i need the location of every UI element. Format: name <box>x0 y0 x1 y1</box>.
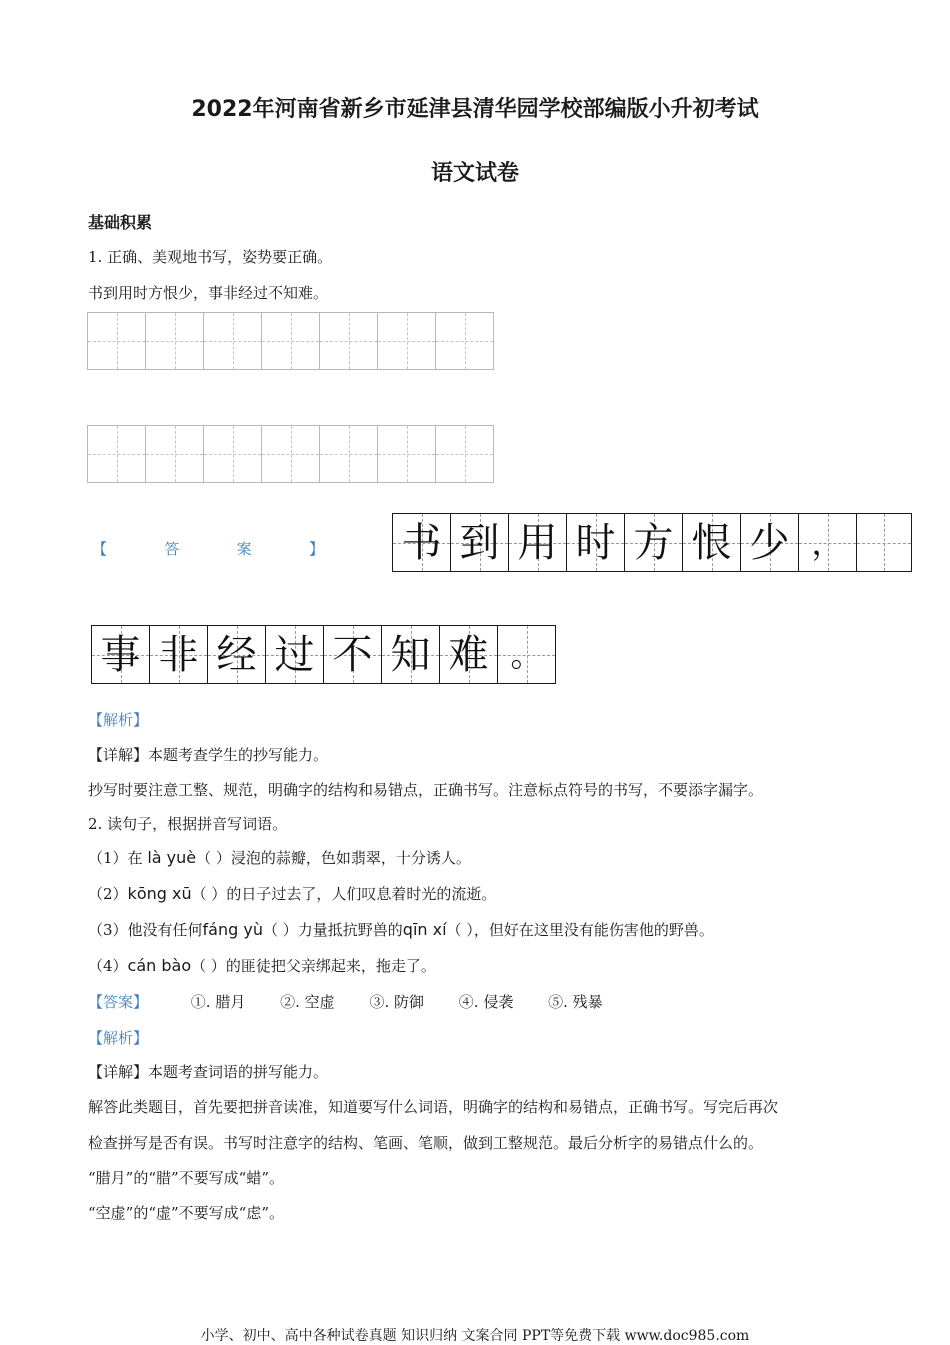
answer-item: ⑤. 残暴 <box>548 993 603 1011</box>
section-heading: 基础积累 <box>88 213 153 232</box>
q1-detail: 【详解】本题考查学生的抄写能力。 <box>88 746 329 764</box>
q1-detail-text: 抄写时要注意工整、规范，明确字的结构和易错点，正确书写。注意标点符号的书写，不要添字漏字。 <box>88 781 764 799</box>
writing-grid-row-1[interactable] <box>87 312 494 370</box>
answer-item: ②. 空虚 <box>280 993 335 1011</box>
answer-char <box>857 514 912 571</box>
pinyin: fáng yù <box>202 920 263 939</box>
answer-char: 。 <box>498 626 556 683</box>
answer-char: 时 <box>567 514 625 571</box>
q2-detail-text-1: 解答此类题目，首先要把拼音读准，知道要写什么词语，明确字的结构和易错点，正确书写。写完后再次 <box>88 1098 779 1116</box>
page-footer: 小学、初中、高中各种试卷真题 知识归纳 文案合同 PPT等免费下载 www.doc985.com <box>200 1328 750 1344</box>
answer-char: 恨 <box>683 514 741 571</box>
answer-item: ①. 腊月 <box>190 993 246 1011</box>
q2-prompt: 2. 读句子，根据拼音写词语。 <box>88 815 288 833</box>
answer-grid-row-1 <box>392 513 912 572</box>
q1-answer-label: 【 答 案 】 <box>92 540 324 558</box>
q2-answer-label: 【答案】 <box>88 993 149 1011</box>
answer-char: 事 <box>92 626 150 683</box>
answer-char: 难 <box>440 626 498 683</box>
answer-item: ④. 侵袭 <box>458 993 514 1011</box>
pinyin: cán bào <box>127 956 192 975</box>
answer-char: ， <box>799 514 857 571</box>
answer-char: 用 <box>509 514 567 571</box>
q2-detail-text-2: 检查拼写是否有误。书写时注意字的结构、笔画、笔顺，做到工整规范。最后分析字的易错点什么的。 <box>88 1134 764 1152</box>
q2-sentence-2: （2）kōng xū（ ）的日子过去了，人们叹息着时光的流逝。 <box>88 884 497 903</box>
q2-sentence-3: （3）他没有任何fáng yù（ ）力量抵抗野兽的qīn xí（ ），但好在这里没有能伤害他的野兽。 <box>88 920 714 939</box>
q2-sentence-1: （1）在 là yuè（ ）浸泡的蒜瓣，色如翡翠，十分诱人。 <box>88 848 471 867</box>
pinyin: kōng xū <box>127 884 192 903</box>
answer-char: 经 <box>208 626 266 683</box>
exam-subtitle: 语文试卷 <box>430 161 519 186</box>
pinyin: qīn xí <box>402 920 447 939</box>
q2-note-1: “腊月”的“腊”不要写成“蜡”。 <box>88 1169 285 1187</box>
answer-char: 不 <box>324 626 382 683</box>
q2-analysis-label: 【解析】 <box>88 1029 149 1047</box>
answer-char: 方 <box>625 514 683 571</box>
answer-char: 过 <box>266 626 324 683</box>
q1-analysis-label: 【解析】 <box>88 711 149 729</box>
q2-note-2: “空虚”的“虚”不要写成“虑”。 <box>88 1204 285 1222</box>
pinyin: là yuè <box>147 848 197 867</box>
answer-char: 非 <box>150 626 208 683</box>
q2-answers <box>88 991 633 1012</box>
q2-sentence-4: （4）cán bào（ ）的匪徒把父亲绑起来，拖走了。 <box>88 956 436 975</box>
answer-char: 知 <box>382 626 440 683</box>
q1-sentence: 书到用时方恨少，事非经过不知难。 <box>88 284 329 302</box>
exam-title: 2022年河南省新乡市延津县清华园学校部编版小升初考试 <box>191 97 759 122</box>
answer-char: 少 <box>741 514 799 571</box>
answer-item: ③. 防御 <box>369 993 424 1011</box>
q2-detail: 【详解】本题考查词语的拼写能力。 <box>88 1063 329 1081</box>
writing-grid-row-2[interactable] <box>87 425 494 483</box>
answer-char: 到 <box>451 514 509 571</box>
answer-grid-row-2 <box>91 625 556 684</box>
q1-prompt: 1. 正确、美观地书写，姿势要正确。 <box>88 248 333 266</box>
answer-char: 书 <box>393 514 451 571</box>
